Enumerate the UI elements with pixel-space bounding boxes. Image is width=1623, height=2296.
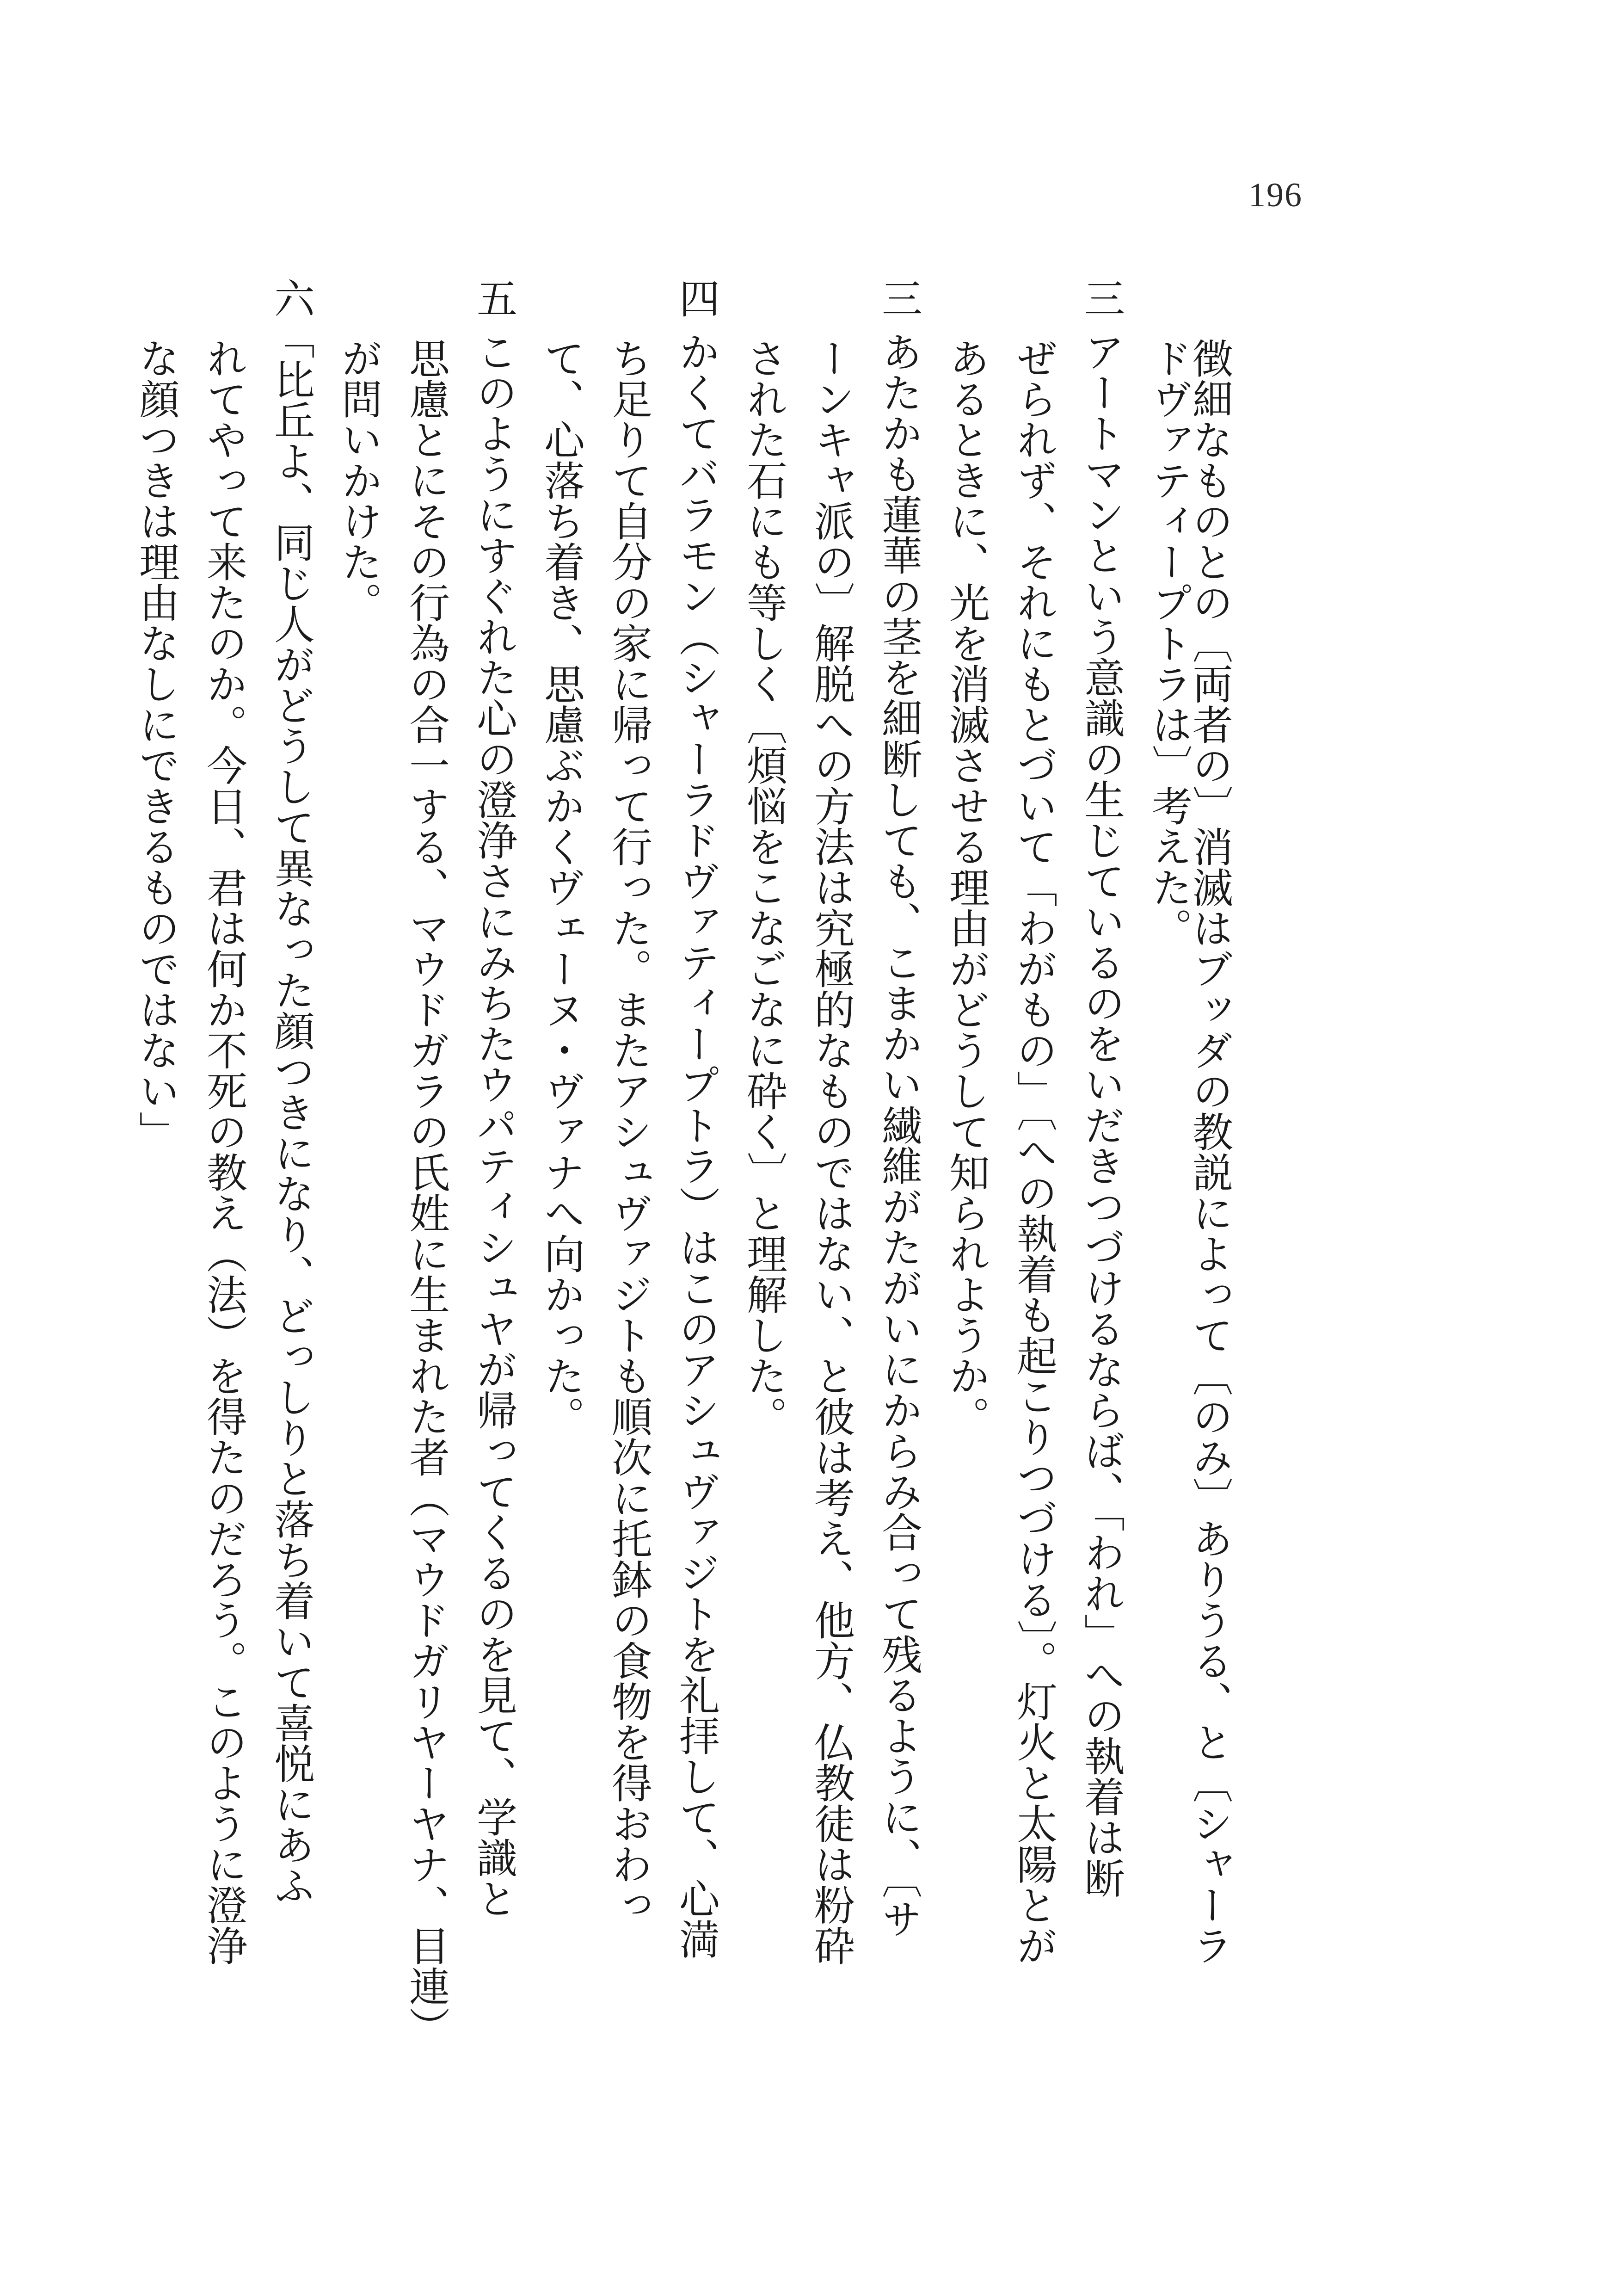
text-column: な顔つきは理由なしにできるものではない」 <box>133 338 180 1152</box>
text-column: 四 かくてバラモン（シャーラドヴァティープトラ）はこのアシュヴァジトを礼拝して、心満 <box>673 278 720 1959</box>
text-column: 六「比丘よ、同じ人がどうして異なった顔つきになり、どっしりと落ち着いて喜悦にあふ <box>268 278 315 1906</box>
page-number: 196 <box>1248 176 1303 214</box>
text-column: 思慮とにその行為の合一する、マウドガラの氏姓に生まれた者（マウドガリヤーヤナ、目連） <box>403 338 450 2047</box>
text-column: された石にも等しく〔煩悩をこなごなに砕く〕と理解した。 <box>740 338 788 1437</box>
text-column: れてやって来たのか。今日、君は何か不死の教え（法）を得たのだろう。このように澄浄 <box>200 338 248 1966</box>
text-column: て、心落ち着き、思慮ぶかくヴェーヌ・ヴァナへ向かった。 <box>538 338 585 1437</box>
text-column: 徴細なものとの〔両者の〕消滅はブッダの教説によって〔のみ〕ありうる、と〔シャーラ <box>1186 338 1234 1966</box>
text-column: 三 あたかも蓮華の茎を細断しても、こまかい繊維がたがいにからみ合って残るように、〔サ <box>875 278 923 1939</box>
text-column: ーンキャ派の〕解脱への方法は究極的なものではない、と彼は考え、他方、仏教徒は粉砕 <box>808 338 855 1966</box>
text-column: あるときに、光を消滅させる理由がどうして知られようか。 <box>943 338 990 1437</box>
text-column: 三 アートマンという意識の生じているのをいだきつづけるならば、「われ」への執着は断 <box>1078 278 1125 1898</box>
text-column: 五 このようにすぐれた心の澄浄さにみちたウパティシュヤが帰ってくるのを見て、学識と <box>470 278 518 1919</box>
vertical-text-block <box>133 278 1234 2128</box>
text-column: が問いかけた。 <box>335 338 383 623</box>
text-column: ドヴァティープトラは〕考えた。 <box>1145 338 1193 948</box>
text-column: ぜられず、それにもとづいて「わがもの」〔への執着も起こりつづける〕。灯火と太陽とが <box>1010 338 1058 1966</box>
text-column: ち足りて自分の家に帰って行った。またアシュヴァジトも順次に托鉢の食物を得おわっ <box>605 338 653 1925</box>
